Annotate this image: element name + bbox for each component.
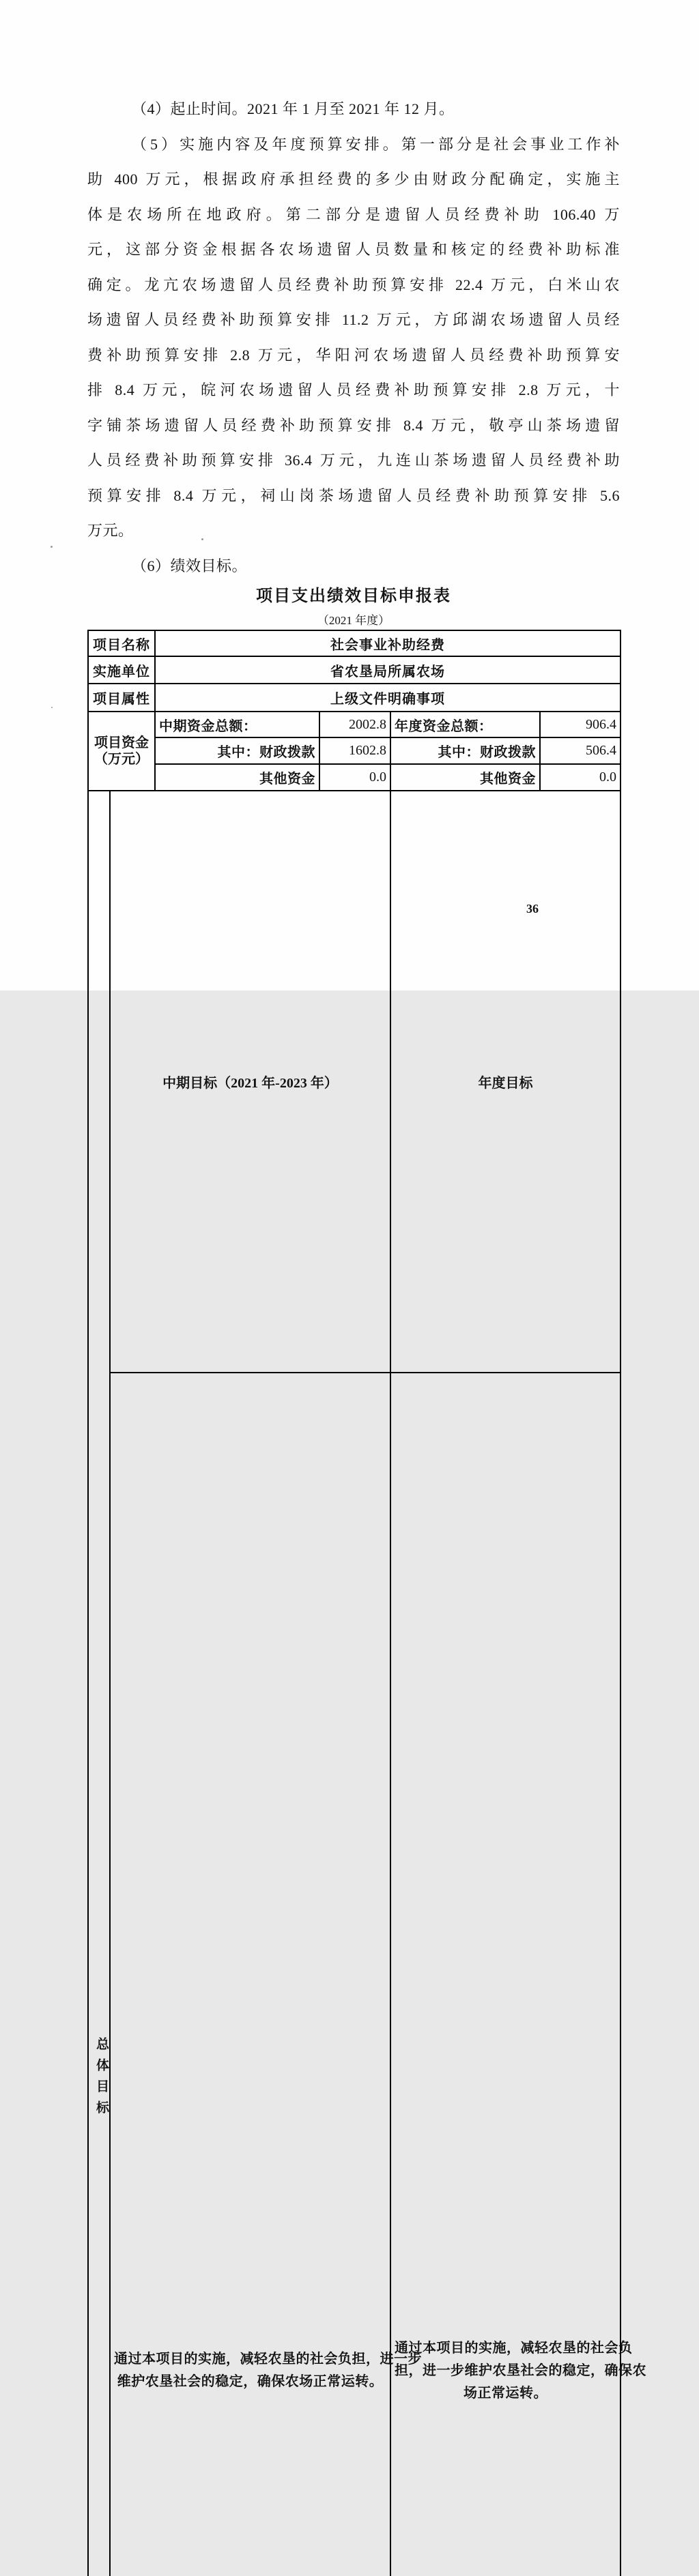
mid-term-other-value: 0.0 [319,764,390,791]
text-line: 场遗留人员经费补助预算安排 11.2 万元，方邱湖农场遗留人员经 [87,311,620,328]
project-name-value: 社会事业补助经费 [155,630,620,656]
mid-term-goal-header: 中期目标（2021 年-2023 年） [110,791,390,1373]
table-row-project-attribute [88,684,620,712]
table-row-goal-headers [88,791,620,1373]
table-row-project-name [88,630,620,656]
table-subtitle-year: （2021 年度） [317,614,390,627]
project-funds-label-line2: （万元） [94,752,149,767]
paragraph-4-start-end-time [87,91,620,127]
paragraph-5-implementation-budget [87,127,620,548]
project-funds-label-line1: 项目资金 [94,735,149,750]
mid-term-fiscal-label: 其中：财政拨款 [155,737,319,764]
annual-other-value: 0.0 [540,764,620,791]
text-line: 元，这部分资金根据各农场遗留人员数量和核定的经费补助标准 [87,241,620,258]
project-funds-label [88,712,155,791]
annual-total-value: 906.4 [540,712,620,737]
text-line: 费补助预算安排 2.8 万元，华阳河农场遗留人员经费补助预算安 [87,346,620,364]
project-name-label: 项目名称 [88,630,155,656]
text-line: 人员经费补助预算安排 36.4 万元，九连山茶场遗留人员经费补助 [87,452,620,469]
text-line: 排 8.4 万元，皖河农场遗留人员经费补助预算安排 2.8 万元，十 [87,381,620,398]
table-row-fiscal-allocation [88,737,620,764]
text-line: 字铺茶场遗留人员经费补助预算安排 8.4 万元，敬亭山茶场遗留 [87,416,620,434]
annual-fiscal-label: 其中：财政拨款 [390,737,540,764]
project-attribute-value: 上级文件明确事项 [155,684,620,712]
text-line: 场正常运转。 [463,2385,547,2401]
text-line: 万元。 [87,522,134,539]
annual-total-label: 年度资金总额： [390,712,540,737]
table-title: 项目支出绩效目标申报表 [256,587,451,605]
text-line: 预算安排 8.4 万元，祠山岗茶场遗留人员经费补助预算安排 5.6 [87,486,620,504]
text-line: 体是农场所在地政府。第二部分是遗留人员经费补助 106.40 万 [87,205,620,223]
text-line: 维护农垦社会的稳定，确保农场正常运转。 [117,2374,384,2390]
text-line: （4）起止时间。2021 年 1 月至 2021 年 12 月。 [132,100,455,117]
text-line: （5）实施内容及年度预算安排。第一部分是社会事业工作补 [132,135,620,153]
implementing-unit-value: 省农垦局所属农场 [155,656,620,684]
scan-speck [201,538,203,540]
overall-goal-label: 总体目标 [94,2037,109,2122]
text-line: 通过本项目的实施，减轻农垦的社会负担，进一步 [114,2352,422,2367]
paragraph-6-performance-target [87,548,620,584]
implementing-unit-label: 实施单位 [88,656,155,684]
mid-term-other-label: 其他资金 [155,764,319,791]
overall-goal-row-label-cell [88,791,110,2576]
body-text [87,91,620,583]
table-row-implementing-unit [88,656,620,684]
annual-goal-text [390,1373,646,2576]
text-line: （6）绩效目标。 [132,557,248,574]
annual-other-label: 其他资金 [390,764,540,791]
text-line: 通过本项目的实施，减轻农垦的社会负 [395,2340,633,2356]
performance-target-table [87,630,646,2576]
scan-speck [51,707,53,708]
text-line: 担，进一步维护农垦社会的稳定，确保农 [395,2362,646,2378]
mid-term-goal-text [110,1373,422,2576]
project-attribute-label: 项目属性 [88,684,155,712]
text-line: 确定。龙亢农场遗留人员经费补助预算安排 22.4 万元，白米山农 [87,276,620,293]
mid-term-fiscal-value: 1602.8 [319,737,390,764]
page-number: 36 [526,902,539,916]
mid-term-total-label: 中期资金总额： [155,712,319,737]
mid-term-total-value: 2002.8 [319,712,390,737]
text-line: 助 400 万元，根据政府承担经费的多少由财政分配确定，实施主 [87,171,620,188]
annual-fiscal-value: 506.4 [540,737,620,764]
scan-speck [51,546,53,548]
table-row-other-funds [88,764,620,791]
table-row-goal-content [88,1373,620,2576]
table-row-total-funds [88,712,620,737]
annual-goal-header: 年度目标 [390,791,620,1373]
